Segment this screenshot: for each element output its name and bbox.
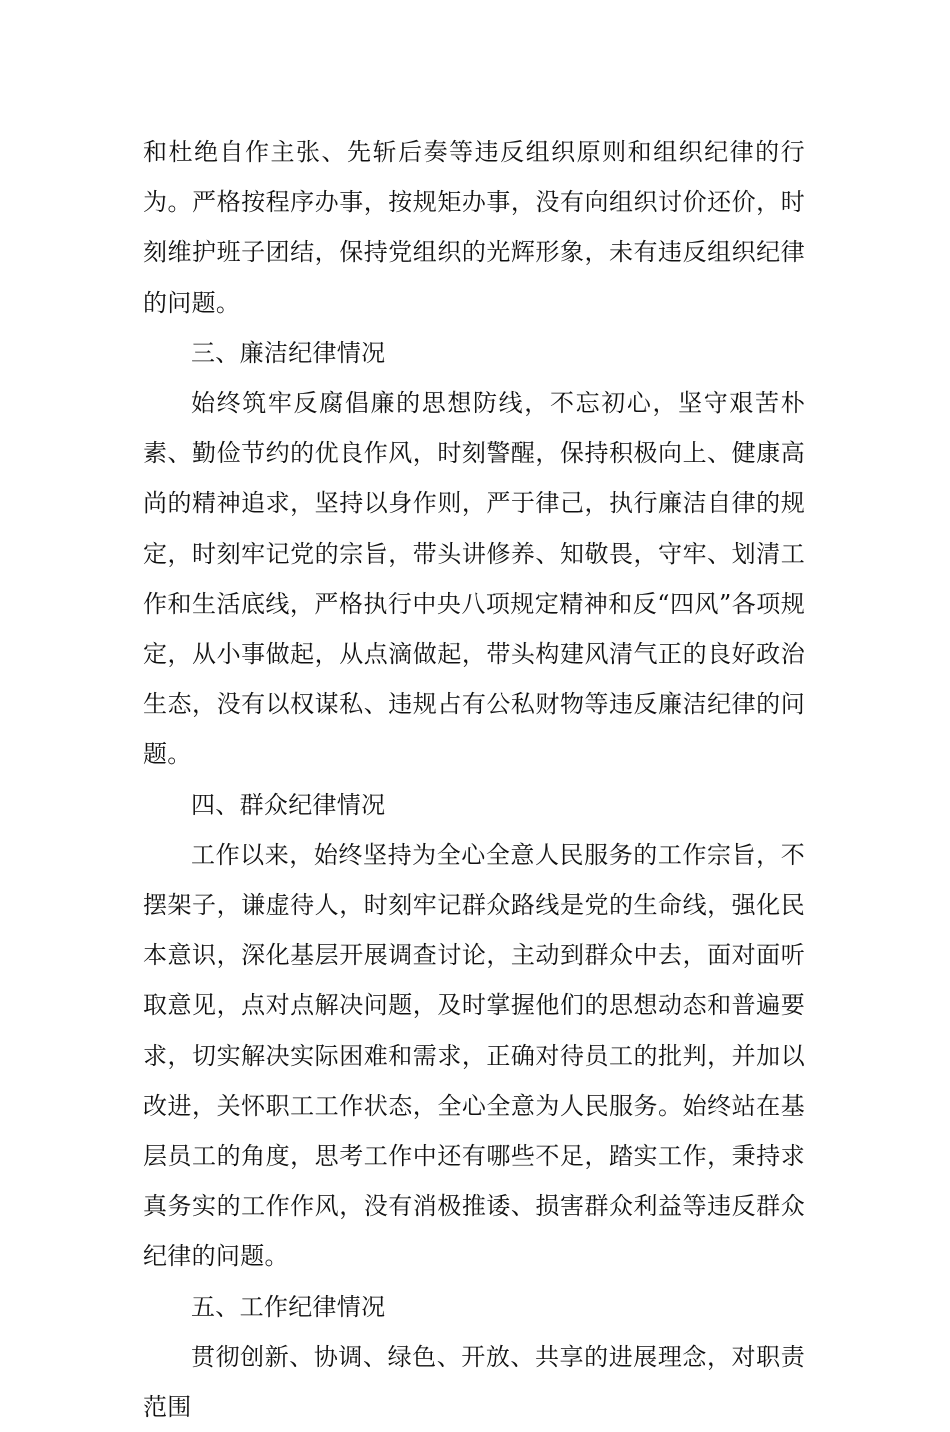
paragraph-work-discipline: 贯彻创新、协调、绿色、开放、共享的进展理念，对职责范围 [143, 1342, 805, 1422]
heading-work-discipline: 五、工作纪律情况 [191, 1292, 386, 1321]
heading-mass-discipline: 四、群众纪律情况 [191, 790, 386, 819]
paragraph-mass-discipline: 工作以来，始终坚持为全心全意人民服务的工作宗旨，不摆架子，谦虚待人，时刻牢记群众路线是党的生命线，强化民本意识，深化基层开展调查讨论，主动到群众中去，面对面听取意见，点对点解决问题，及时掌握他们的思想动态和普遍要求，切实解决实际困难和需求，正确对待员工的批判，并加以改进，关怀职工工作状态，全心全意为人民服务。始终站在基层员工的角度，思考工作中还有哪些不足，踏实工作，秉持求真务实的工作作风，没有消极推诿、损害群众利益等违反群众纪律的问题。 [143, 840, 805, 1271]
document-body [143, 127, 805, 1432]
heading-integrity-discipline: 三、廉洁纪律情况 [191, 338, 386, 367]
paragraph-organization-discipline-end: 和杜绝自作主张、先斩后奏等违反组织原则和组织纪律的行为。严格按程序办事，按规矩办事，没有向组织讨价还价，时刻维护班子团结，保持党组织的光辉形象，未有违反组织纪律的问题。 [143, 138, 805, 317]
paragraph-integrity-discipline: 始终筑牢反腐倡廉的思想防线，不忘初心，坚守艰苦朴素、勤俭节约的优良作风，时刻警醒，保持积极向上、健康高尚的精神追求，坚持以身作则，严于律己，执行廉洁自律的规定，时刻牢记党的宗旨，带头讲修养、知敬畏，守牢、划清工作和生活底线，严格执行中央八项规定精神和反“四风”各项规定，从小事做起，从点滴做起，带头构建风清气正的良好政治生态，没有以权谋私、违规占有公私财物等违反廉洁纪律的问题。 [143, 389, 805, 769]
